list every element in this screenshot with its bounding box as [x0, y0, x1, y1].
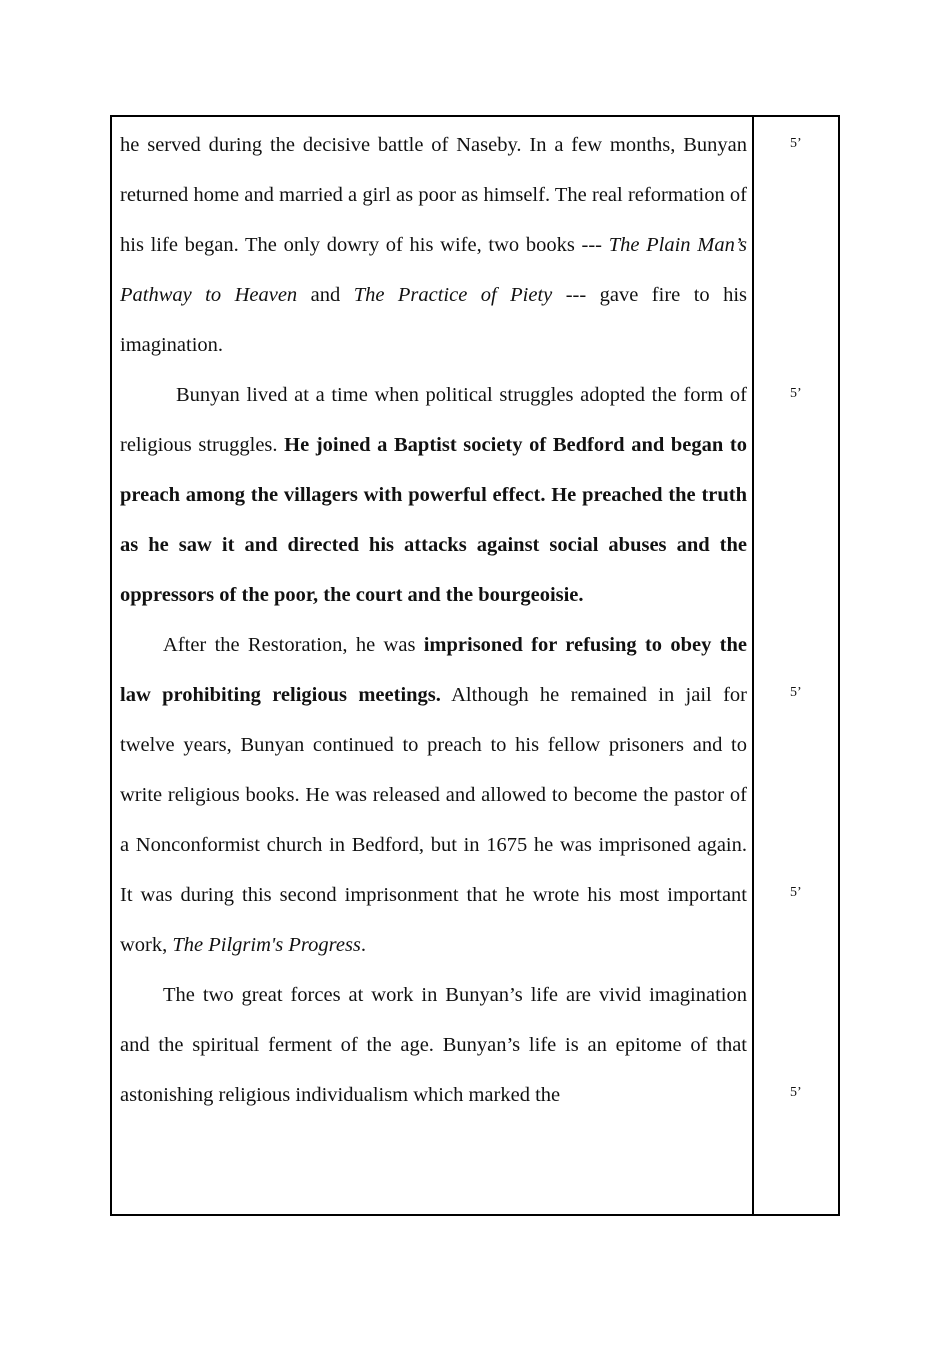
paragraph-two-forces: [120, 970, 747, 1120]
text-run: After the Restoration, he was: [163, 634, 424, 656]
paragraph-political-struggles: [120, 370, 747, 620]
lesson-plan-table: [110, 115, 840, 1216]
text-run: and: [297, 284, 354, 306]
text-run: Although he remained in jail for twelve years, Bunyan continued to preach to his fellow prisoners and to write religious books. He was released and allowed to become the pastor of a Nonconformist church in Bedford, but in 1675 he was imprisoned again. It was during this second imprisonment that he wrote his most important work,: [120, 684, 747, 956]
paragraph-naseby: [120, 120, 747, 370]
text-run: he served during the decisive battle of Naseby. In a few months, Bunyan returned home and married a girl as poor as himself. The real reformation of his life began. The only dowry of his wife, two books ---: [120, 134, 747, 256]
time-mark: 5’: [790, 685, 802, 700]
text-run: Bunyan lived at a time when political struggles adopted the form of religious struggles.: [120, 384, 747, 456]
text-run: .: [360, 934, 367, 956]
time-mark: 5’: [790, 136, 802, 151]
column-divider: [752, 117, 754, 1214]
text-run: --- gave fire to his imagination.: [120, 284, 748, 356]
time-mark: 5’: [790, 885, 802, 900]
paragraph-restoration: [120, 620, 747, 970]
time-mark: 5’: [790, 386, 802, 401]
time-mark: 5’: [790, 1085, 802, 1100]
book-title-pilgrims-progress: The Pilgrim's Progress: [172, 934, 361, 956]
bold-key-point: He joined a Baptist society of Bedford and began to preach among the villagers with powerful effect. He preached the truth as he saw it and directed his attacks against social abuses and the oppressors of the poor, the court and the bourgeoisie.: [120, 434, 747, 606]
bold-key-point: imprisoned for refusing to obey the law prohibiting religious meetings.: [120, 634, 747, 706]
book-title-practice-of-piety: The Practice of Piety: [353, 284, 553, 306]
content-column: [120, 120, 747, 1120]
book-title-plain-mans-pathway: The Plain Man’s Pathway to Heaven: [120, 234, 747, 306]
text-run: The two great forces at work in Bunyan’s life are vivid imagination and the spiritual ferment of the age. Bunyan’s life is an epitome of that astonishing religious individualism which marked the: [120, 984, 747, 1106]
